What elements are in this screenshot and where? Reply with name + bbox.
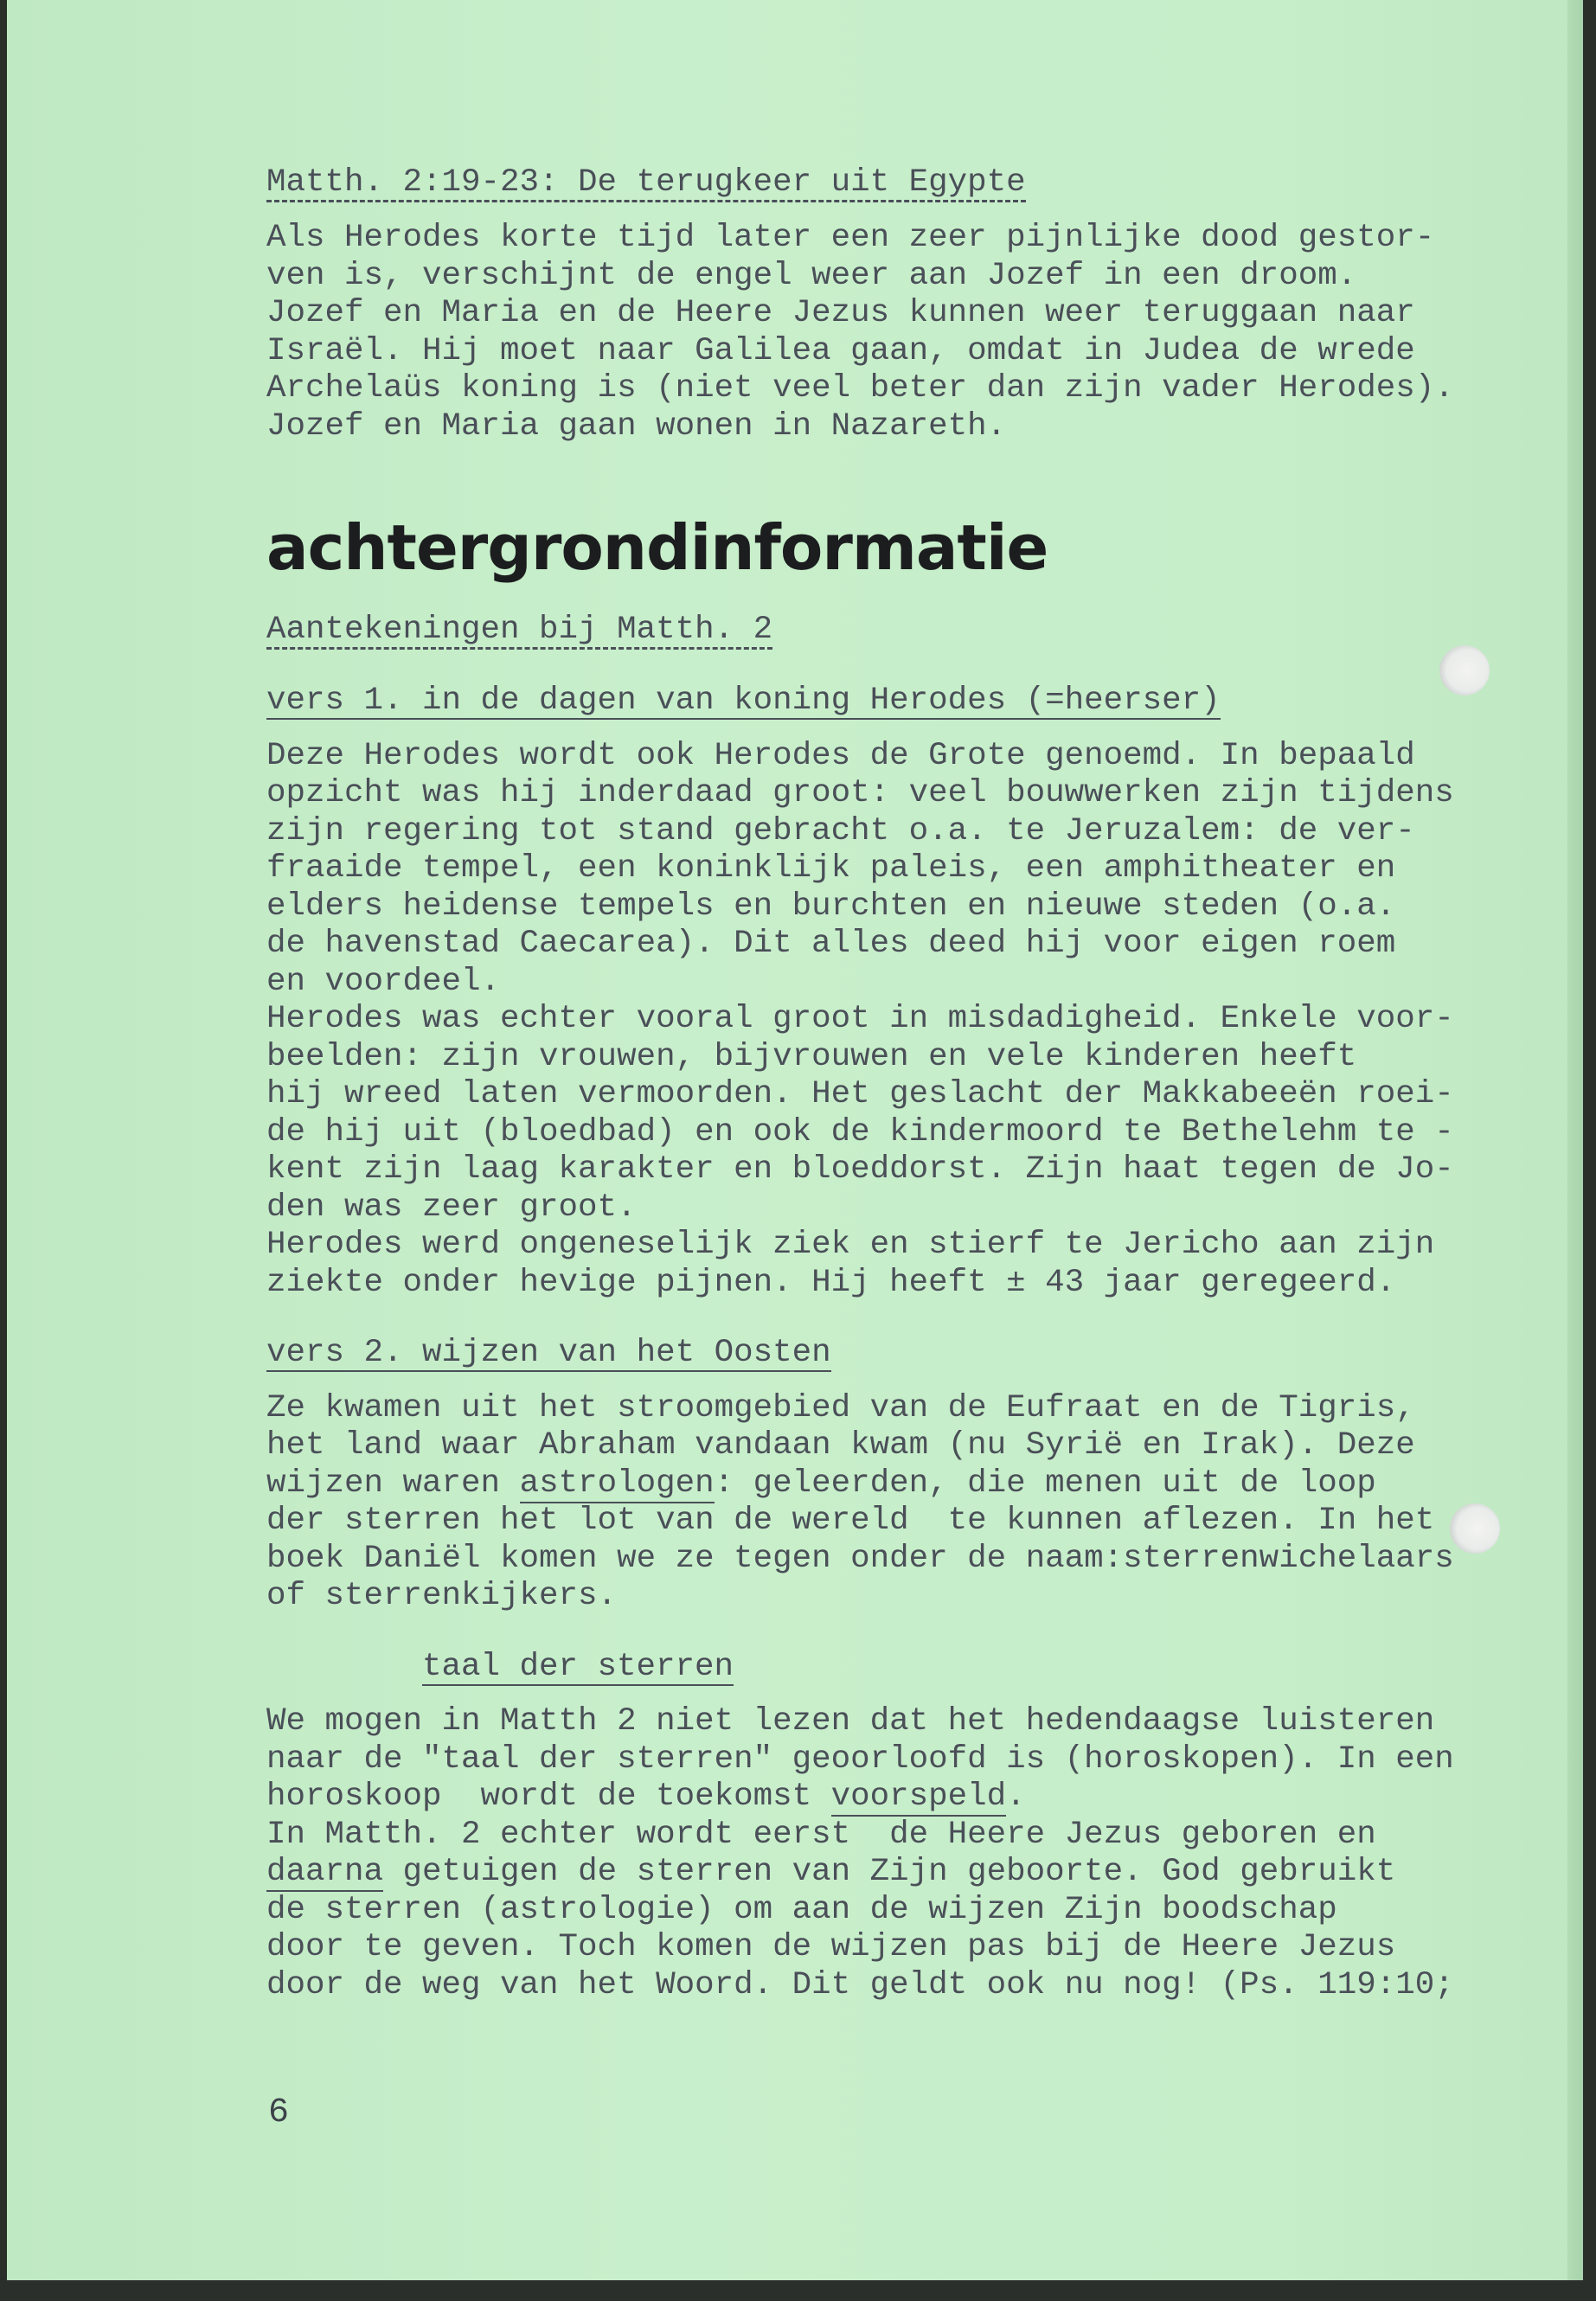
paragraph-line: kent zijn laag karakter en bloeddorst. Zijn haat tegen de Jo- <box>266 1151 1454 1188</box>
paragraph-line: den was zeer groot. <box>266 1189 637 1226</box>
text-fragment: . <box>1006 1779 1026 1815</box>
section-vers-1 <box>266 683 1460 1302</box>
paragraph-line: het land waar Abraham vandaan kwam (nu Syrië en Irak). Deze <box>266 1427 1415 1464</box>
document-page <box>7 0 1583 2280</box>
underlined-term-voorspeld: voorspeld <box>830 1779 1007 1815</box>
paragraph-line: der sterren het lot van de wereld te kunnen aflezen. In het <box>266 1503 1435 1539</box>
paragraph-line: door de weg van het Woord. Dit geldt ook nu nog! (Ps. 119:10; <box>266 1966 1454 2003</box>
paragraph-line <box>266 1854 1460 1892</box>
paragraph-line: Israël. Hij moet naar Galilea gaan, omdat in Judea de wrede <box>266 332 1415 369</box>
page-number: 6 <box>268 2093 290 2132</box>
paragraph-line: elders heidense tempels en burchten en nieuwe steden (o.a. <box>266 888 1396 925</box>
paragraph-line: fraaide tempel, een koninklijk paleis, een amphitheater en <box>266 850 1396 887</box>
paragraph-line: de sterren (astrologie) om aan de wijzen Zijn boodschap <box>266 1891 1337 1928</box>
binding-edge <box>1567 0 1583 2280</box>
paragraph-line: Ze kwamen uit het stroomgebied van de Eufraat en de Tigris, <box>266 1389 1415 1426</box>
page-title: achtergrondinformatie <box>266 511 1048 584</box>
notes-subheading: Aantekeningen bij Matth. 2 <box>266 612 773 648</box>
paragraph-line: of sterrenkijkers. <box>266 1578 618 1614</box>
paragraph-line: ven is, verschijnt de engel weer aan Jozef in een droom. <box>266 257 1357 294</box>
paragraph-line: Herodes was echter vooral groot in misdadigheid. Enkele voor- <box>266 1001 1454 1037</box>
section-return-from-egypt <box>266 164 1460 445</box>
paragraph-line: hij wreed laten vermoorden. Het geslacht der Makkabeeën roei- <box>266 1076 1454 1112</box>
paragraph-line <box>266 1779 1460 1817</box>
paragraph-line: de havenstad Caecarea). Dit alles deed hij voor eigen roem <box>266 926 1396 962</box>
paragraph-line: Herodes werd ongeneselijk ziek en stierf te Jericho aan zijn <box>266 1227 1435 1263</box>
paragraph-line: naar de "taal der sterren" geoorloofd is (horoskopen). In een <box>266 1740 1454 1778</box>
paragraph-line: Jozef en Maria en de Heere Jezus kunnen weer teruggaan naar <box>266 295 1415 331</box>
section-heading-return: Matth. 2:19-23: De terugkeer uit Egypte <box>266 164 1026 201</box>
paragraph-line: de hij uit (bloedbad) en ook de kindermoord te Bethelehm te - <box>266 1113 1454 1150</box>
paragraph-line: door te geven. Toch komen de wijzen pas bij de Heere Jezus <box>266 1929 1396 1965</box>
paragraph-line <box>266 1465 1460 1503</box>
paragraph-line: Als Herodes korte tijd later een zeer pijnlijke dood gestor- <box>266 220 1435 256</box>
paragraph-line: boek Daniël komen we ze tegen onder de naam:sterrenwichelaars <box>266 1540 1454 1577</box>
section-heading-vers-2: vers 2. wijzen van het Oosten <box>266 1335 831 1371</box>
text-fragment: getuigen de sterren van Zijn geboorte. God gebruikt <box>383 1854 1396 1890</box>
underlined-term-daarna: daarna <box>266 1854 384 1890</box>
paragraph-line: zijn regering tot stand gebracht o.a. te Jeruzalem: de ver- <box>266 812 1415 849</box>
paragraph-line: Deze Herodes wordt ook Herodes de Grote genoemd. In bepaald <box>266 737 1415 774</box>
paragraph-line: Archelaüs koning is (niet veel beter dan zijn vader Herodes). <box>266 370 1454 407</box>
paragraph-line: ziekte onder hevige pijnen. Hij heeft ± 43 jaar geregeerd. <box>266 1264 1396 1301</box>
section-heading-vers-1: vers 1. in de dagen van koning Herodes (=heerser) <box>266 683 1221 719</box>
section-vers-2 <box>266 1335 1460 1616</box>
underlined-term-astrologen: astrologen <box>519 1465 715 1502</box>
paragraph-line: opzicht was hij inderdaad groot: veel bouwwerken zijn tijdens <box>266 775 1454 811</box>
paragraph-line: Jozef en Maria gaan wonen in Nazareth. <box>266 407 1007 445</box>
paragraph-line: en voordeel. <box>266 963 501 1000</box>
paragraph-line: We mogen in Matth 2 niet lezen dat het hedendaagse luisteren <box>266 1703 1435 1740</box>
paragraph-line: beelden: zijn vrouwen, bijvrouwen en vele kinderen heeft <box>266 1038 1357 1075</box>
text-fragment: wijzen waren <box>266 1465 520 1502</box>
paragraph-line: In Matth. 2 echter wordt eerst de Heere Jezus geboren en <box>266 1816 1376 1853</box>
section-heading-taal: taal der sterren <box>422 1648 734 1685</box>
section-taal-der-sterren <box>266 1649 1460 2005</box>
text-fragment: horoskoop wordt de toekomst <box>266 1779 831 1815</box>
text-fragment: : geleerden, die menen uit de loop <box>714 1465 1376 1502</box>
page-content <box>266 164 1460 2004</box>
page-bottom-edge <box>0 2280 1596 2301</box>
